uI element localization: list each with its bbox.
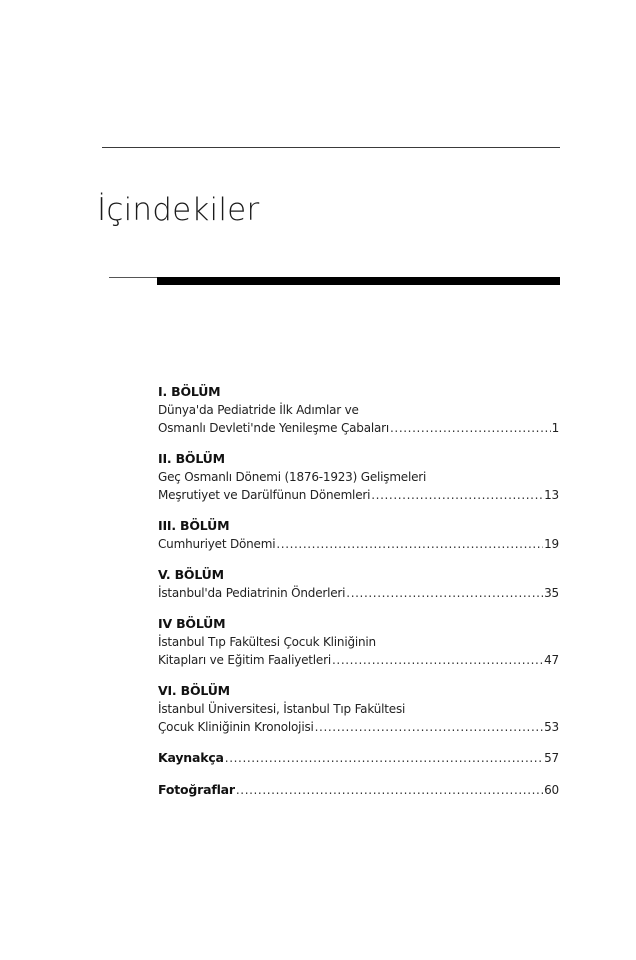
page-number: 53: [544, 720, 559, 734]
toc-section-2: [158, 450, 559, 504]
section-title-line: İstanbul Üniversitesi, İstanbul Tıp Fakültesi: [158, 702, 406, 716]
toc-entry[interactable]: [158, 419, 559, 437]
page-number: 13: [544, 488, 559, 502]
title-thick-bar: [157, 277, 560, 285]
dot-leader: [315, 718, 543, 736]
page-number: 47: [544, 653, 559, 667]
entry-title: Fotoğraflar: [158, 782, 235, 797]
dot-leader: [225, 749, 543, 767]
page-number: 60: [544, 783, 559, 797]
section-heading: V. BÖLÜM: [158, 567, 224, 582]
toc-entry-references[interactable]: [158, 749, 559, 767]
page-title: İçindekiler: [97, 192, 260, 228]
toc-section-5: [158, 566, 559, 602]
toc-entry[interactable]: [158, 651, 559, 669]
section-heading: II. BÖLÜM: [158, 451, 225, 466]
toc-section-4: [158, 615, 559, 669]
dot-leader: [371, 486, 543, 504]
entry-title: Çocuk Kliniğinin Kronolojisi: [158, 720, 314, 734]
entry-title: Osmanlı Devleti'nde Yenileşme Çabaları: [158, 421, 389, 435]
toc-entry-photographs[interactable]: [158, 781, 559, 799]
toc-entry[interactable]: [158, 584, 559, 602]
section-title-line: İstanbul Tıp Fakültesi Çocuk Kliniğinin: [158, 635, 376, 649]
toc-section-1: [158, 383, 559, 437]
toc-section-6: [158, 682, 559, 736]
section-heading: VI. BÖLÜM: [158, 683, 230, 698]
dot-leader: [332, 651, 543, 669]
toc-section-3: [158, 517, 559, 553]
section-heading: III. BÖLÜM: [158, 518, 230, 533]
dot-leader: [276, 535, 543, 553]
table-of-contents: [158, 383, 559, 813]
entry-title: Meşrutiyet ve Darülfünun Dönemleri: [158, 488, 371, 502]
title-thin-rule: [109, 277, 157, 278]
toc-entry[interactable]: [158, 486, 559, 504]
section-heading: IV BÖLÜM: [158, 616, 226, 631]
section-title-line: Geç Osmanlı Dönemi (1876-1923) Gelişmeleri: [158, 470, 427, 484]
top-divider-rule: [102, 147, 560, 148]
toc-references: [158, 749, 559, 767]
entry-title: Cumhuriyet Dönemi: [158, 537, 276, 551]
toc-photographs: [158, 781, 559, 799]
section-heading: I. BÖLÜM: [158, 384, 221, 399]
section-title-line: Dünya'da Pediatride İlk Adımlar ve: [158, 403, 359, 417]
entry-title: İstanbul'da Pediatrinin Önderleri: [158, 586, 346, 600]
page-number: 1: [551, 421, 559, 435]
dot-leader: [346, 584, 543, 602]
page-number: 57: [544, 751, 559, 765]
dot-leader: [390, 419, 551, 437]
entry-title: Kitapları ve Eğitim Faaliyetleri: [158, 653, 331, 667]
page-number: 35: [544, 586, 559, 600]
page-number: 19: [544, 537, 559, 551]
dot-leader: [236, 781, 543, 799]
toc-entry[interactable]: [158, 535, 559, 553]
toc-entry[interactable]: [158, 718, 559, 736]
entry-title: Kaynakça: [158, 750, 224, 765]
